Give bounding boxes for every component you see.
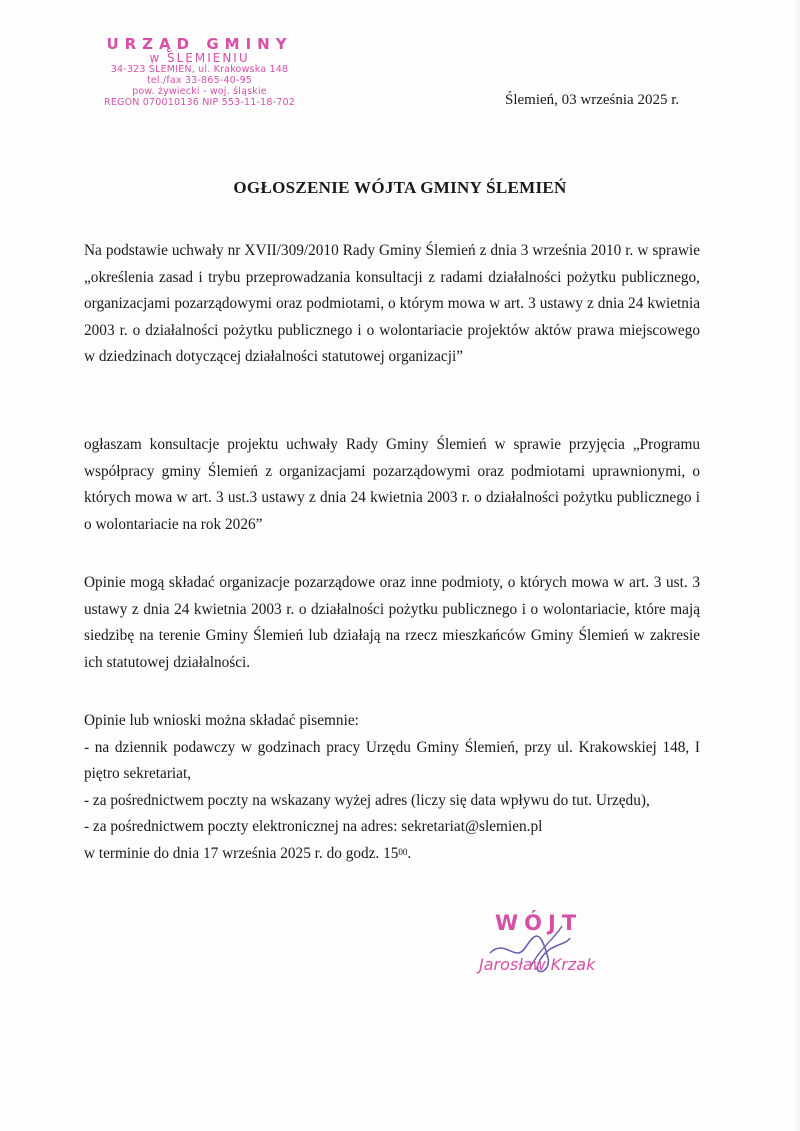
document-date: Ślemień, 03 września 2025 r. [505, 92, 680, 108]
submission-section [84, 708, 700, 867]
submission-option-post: - za pośrednictwem poczty na wskazany wyżej adres (liczy się data wpływu do tut. Urzędu), [84, 791, 650, 809]
stamp-line-ids: REGON 070010136 NIP 553-11-18-702 [104, 97, 295, 108]
signature-office: WÓJT [495, 911, 583, 935]
stamp-line-address: 34-323 ŚLEMIEŃ, ul. Krakowska 148 [110, 64, 289, 75]
paragraph-announcement: ogłaszam konsultacje projektu uchwały Rady Gminy Ślemień w sprawie przyjęcia „Programu współpracy gminy Ślemień z organizacjami pozarządowymi oraz podmiotami uprawnionymi, o których mowa w art. 3 ust.3 ustawy z dnia 24 kwietnia 2003 r. o działalności pożytku publicznego i o wolontariacie na rok 2026” [84, 436, 700, 533]
paragraph-eligible-parties: Opinie mogą składać organizacje pozarządowe oraz inne podmioty, o których mowa w art. 3 ust. 3 ustawy z dnia 24 kwietnia 2003 r. o działalności pożytku publicznego i o wolontariacie, które mają siedzibę na terenie Gminy Ślemień lub działają na rzecz mieszkańców Gminy Ślemień w zakresie ich statutowej działalności. [84, 574, 700, 671]
submission-intro: Opinie lub wnioski można składać pisemnie: [84, 712, 359, 729]
office-stamp [92, 36, 307, 108]
document-title: OGŁOSZENIE WÓJTA GMINY ŚLEMIEŃ [233, 178, 567, 197]
stamp-line-location: w ŚLEMIENIU [149, 51, 250, 65]
paragraph-legal-basis: Na podstawie uchwały nr XVII/309/2010 Rady Gminy Ślemień z dnia 3 września 2010 r. w sprawie „określenia zasad i trybu przeprowadzania konsultacji z radami działalności pożytku publicznego, organizacjami pozarządowymi oraz podmiotami, o którym mowa w art. 3 ustawy z dnia 24 kwietnia 2003 r. o działalności pożytku publicznego i o wolontariacie projektów aktów prawa miejscowego w dziedzinach dotyczącej działalności statutowej organizacji” [84, 242, 700, 365]
deadline-minutes: 00 [398, 846, 408, 857]
signature-scribble [470, 918, 600, 988]
stamp-line-district: pow. żywiecki - woj. śląskie [132, 86, 267, 97]
signature-name: Jarosław Krzak [479, 955, 596, 974]
stamp-line-phone: tel./fax 33-865-40-95 [146, 75, 253, 86]
deadline-end: . [407, 844, 412, 862]
submission-deadline [84, 841, 700, 868]
deadline-text: w terminie do dnia 17 września 2025 r. do godz. 15 [84, 844, 399, 862]
page-edge [794, 0, 800, 1131]
submission-option-office: - na dziennik podawczy w godzinach pracy Urzędu Gminy Ślemień, przy ul. Krakowskiej 148, I piętro sekretariat, [84, 738, 700, 782]
submission-option-email: - za pośrednictwem poczty elektronicznej na adres: sekretariat@slemien.pl [84, 818, 543, 835]
stamp-line-office: URZĄD GMINY [106, 35, 293, 53]
